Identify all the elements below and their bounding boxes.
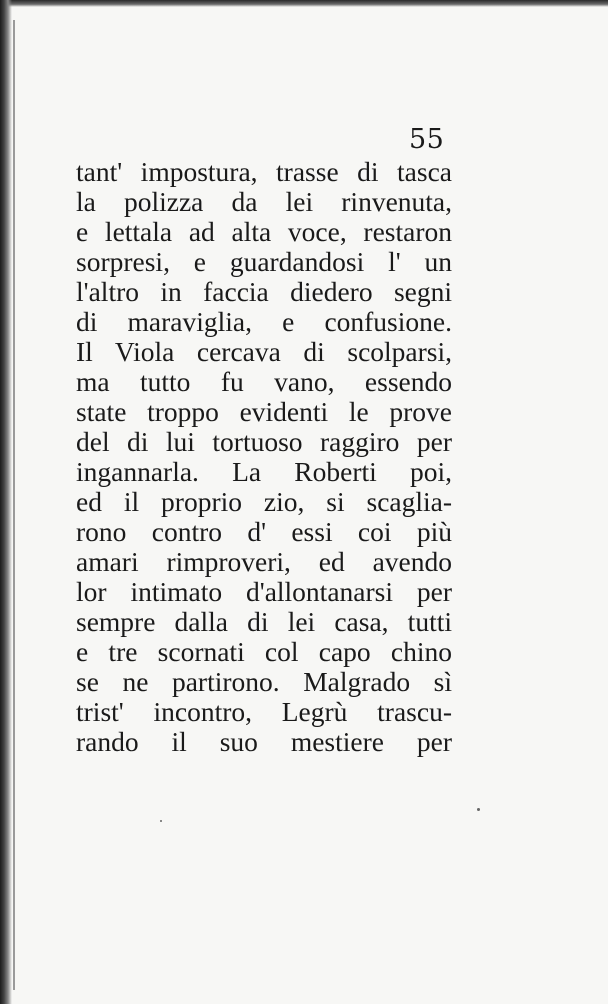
text-line: Il Viola cercava di scolparsi,: [76, 336, 452, 367]
text-line: se ne partirono. Malgrado sì: [76, 666, 452, 697]
text-line: l'altro in faccia diedero segni: [76, 276, 452, 307]
page-margin-line: [13, 20, 15, 990]
text-line: sorpresi, e guardandosi l' un: [76, 246, 452, 277]
text-line: rono contro d' essi coi più: [76, 516, 452, 547]
text-line: ed il proprio zio, si scaglia-: [76, 486, 452, 517]
book-spine-edge: [0, 0, 12, 1004]
text-line: amari rimproveri, ed avendo: [76, 546, 452, 577]
text-line: trist' incontro, Legrù trascu-: [76, 696, 452, 727]
text-line: ma tutto fu vano, essendo: [76, 366, 452, 397]
paper-speck: [477, 808, 480, 811]
text-line: rando il suo mestiere per: [76, 726, 452, 757]
text-line: lor intimato d'allontanarsi per: [76, 576, 452, 607]
text-line: la polizza da lei rinvenuta,: [76, 186, 452, 217]
text-line: e tre scornati col capo chino: [76, 636, 452, 667]
text-line: e lettala ad alta voce, restaron: [76, 216, 452, 247]
text-line: sempre dalla di lei casa, tutti: [76, 606, 452, 637]
text-line: state troppo evidenti le prove: [76, 396, 452, 427]
paper-speck: [160, 820, 162, 822]
page-top-edge: [0, 0, 608, 7]
text-line: ingannarla. La Roberti poi,: [76, 456, 452, 487]
text-line: del di lui tortuoso raggiro per: [76, 426, 452, 457]
text-line: di maraviglia, e confusione.: [76, 306, 452, 337]
text-line: tant' impostura, trasse di tasca: [76, 156, 452, 187]
body-text: [76, 157, 452, 757]
page-number: 55: [409, 124, 445, 155]
